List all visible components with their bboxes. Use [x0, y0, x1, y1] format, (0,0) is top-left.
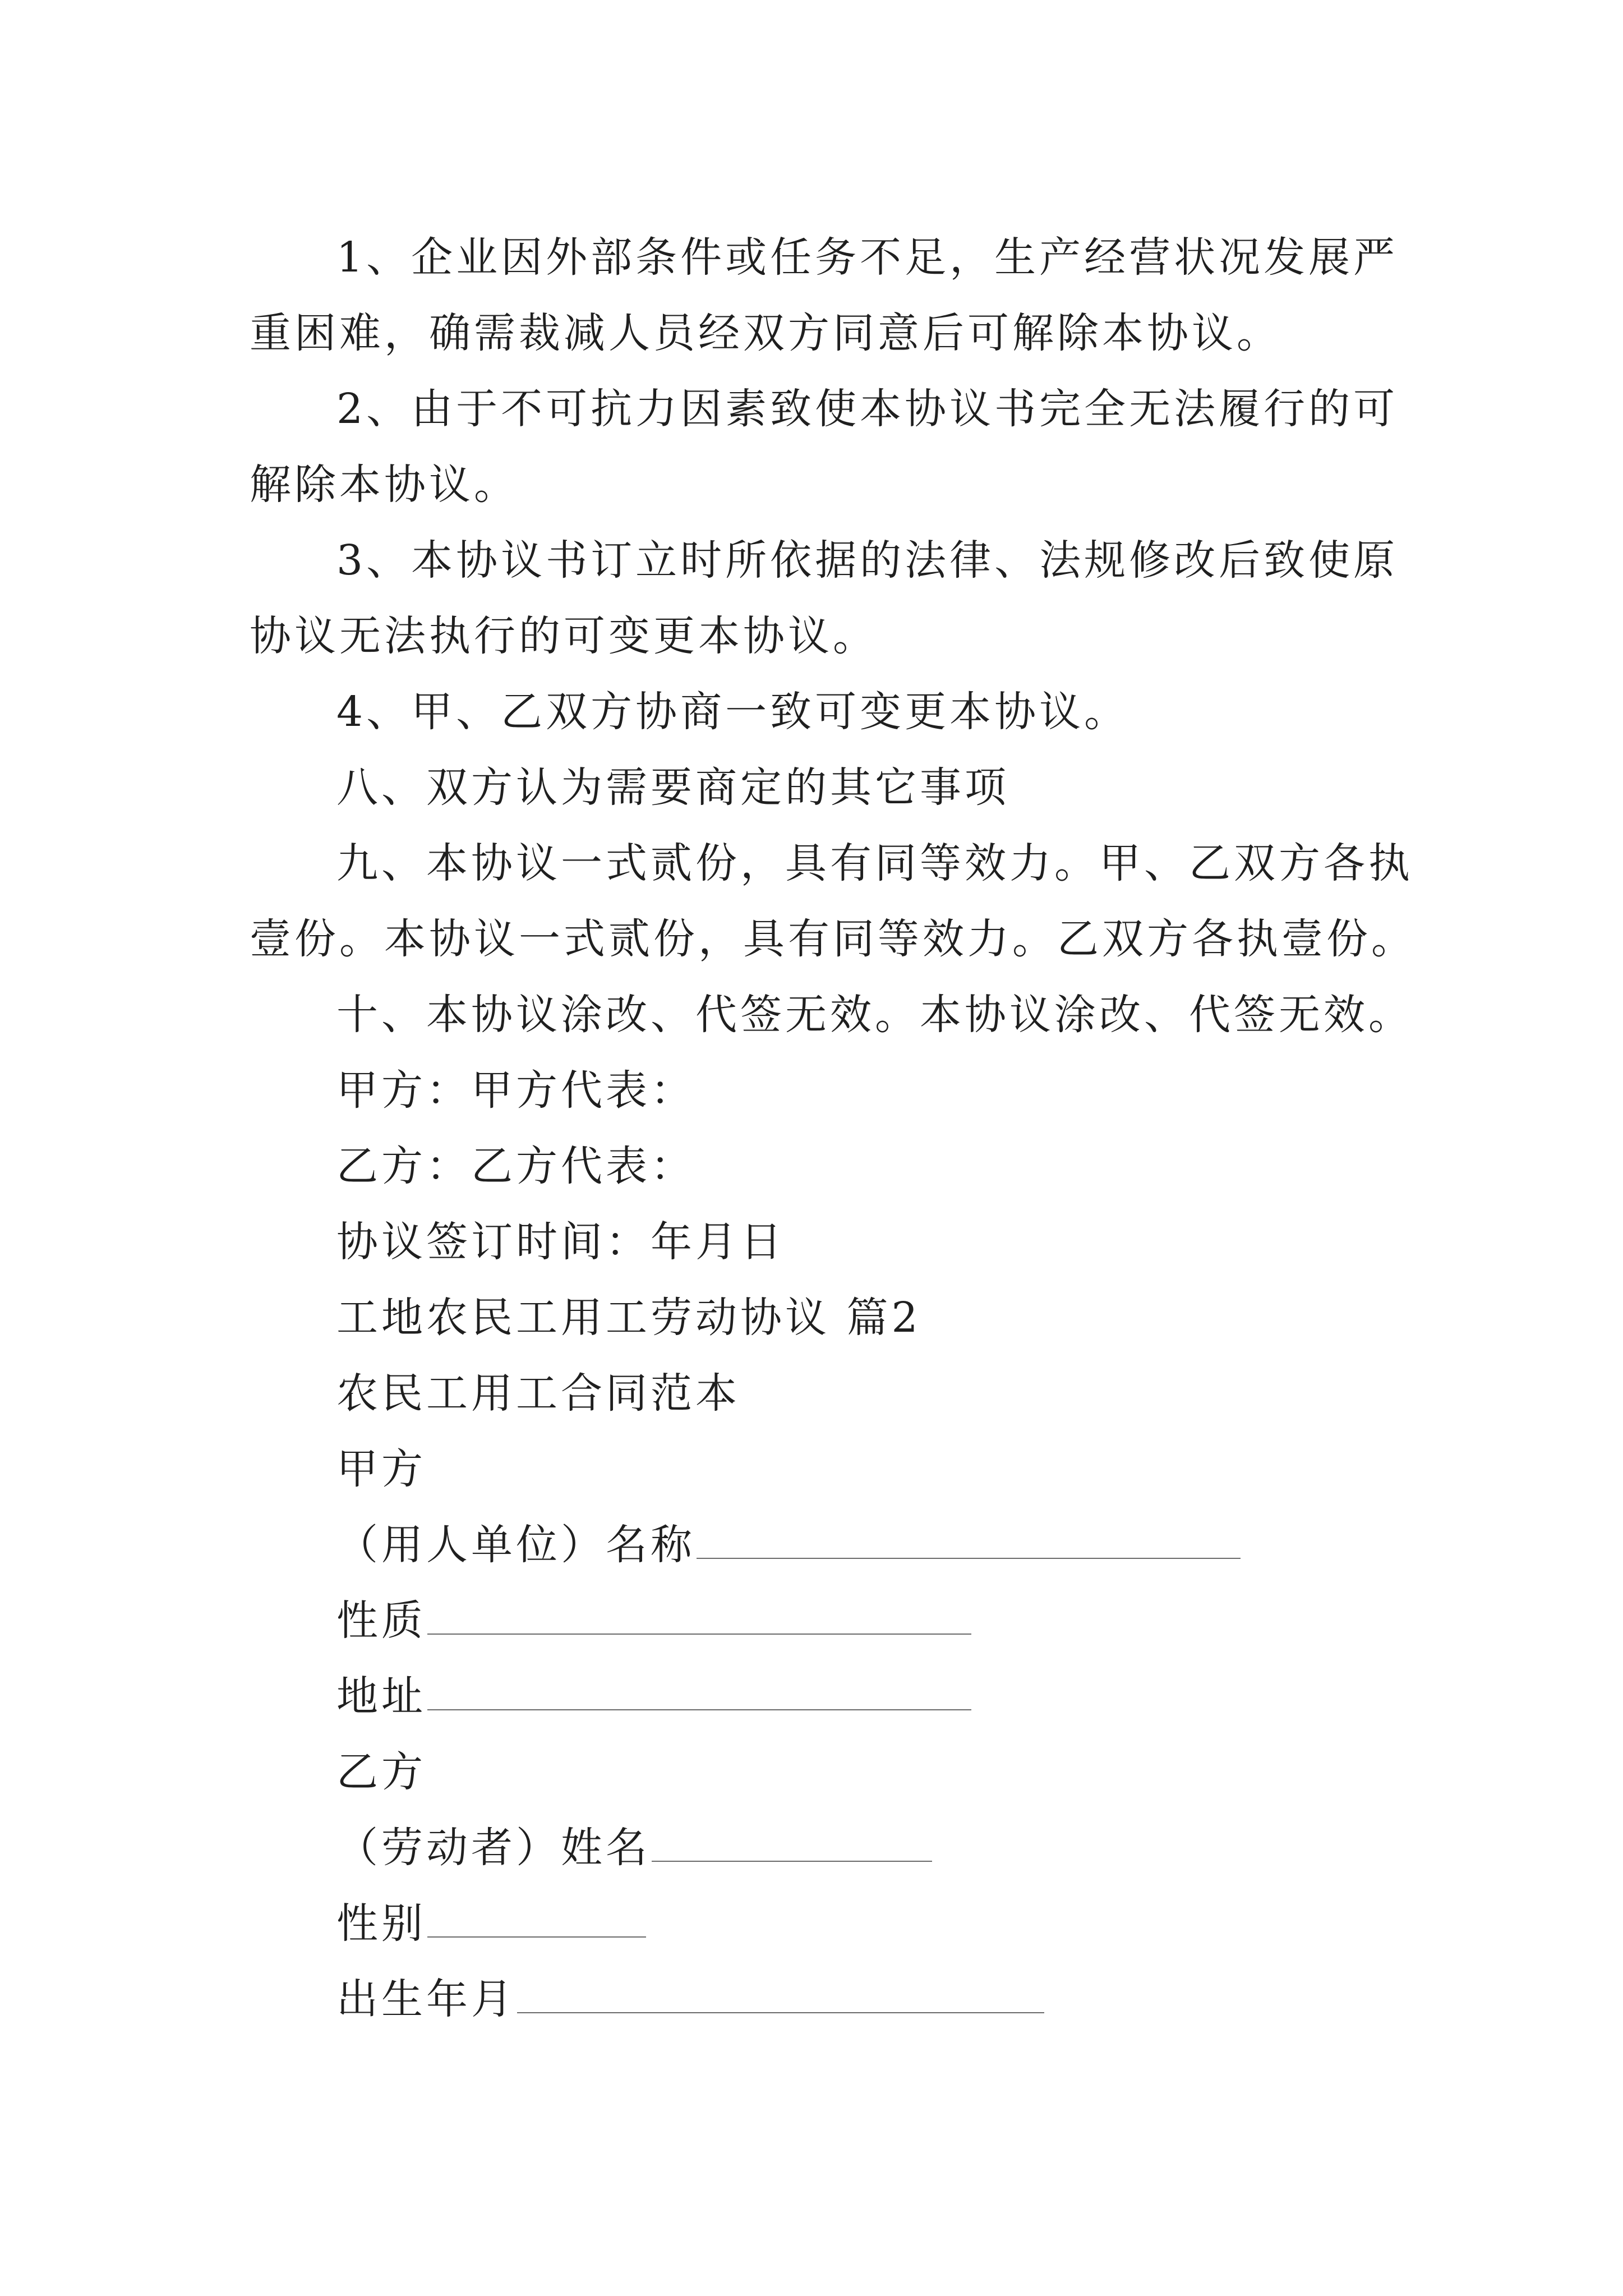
paragraph-3-line-2: 协议无法执行的可变更本协议。 [250, 612, 878, 660]
worker-gender-label-row [336, 1890, 646, 1950]
section-9-line-2: 壹份。本协议一式贰份，具有同等效力。乙双方各执壹份。 [250, 915, 1416, 963]
section-9-line-1: 九、本协议一式贰份，具有同等效力。甲、乙双方各执 [336, 839, 1413, 887]
paragraph-2-line-2: 解除本协议。 [250, 461, 519, 509]
contract-2-title-text: 工地农民工用工劳动协议 篇2 [336, 1294, 921, 1342]
contract-template-title-text: 农民工用工合同范本 [336, 1369, 740, 1418]
employer-nature-label: 性质 [336, 1596, 426, 1645]
worker-name-label-row [336, 1815, 932, 1874]
party-b-line: 乙方：乙方代表： [336, 1142, 695, 1190]
paragraph-1-line-1: 1、企业因外部条件或任务不足，生产经营状况发展严 [336, 233, 1399, 282]
party-a-heading-text: 甲方 [336, 1445, 426, 1493]
party-a-line: 甲方：甲方代表： [336, 1066, 695, 1115]
employer-nature-label-row [336, 1588, 971, 1647]
employer-address-label-row [336, 1663, 971, 1723]
paragraph-2-line-1: 2、由于不可抗力因素致使本协议书完全无法履行的可 [336, 385, 1399, 433]
employer-address-label: 地址 [336, 1672, 426, 1720]
employer-nature-blank [427, 1634, 971, 1635]
employer-name-label-row [336, 1512, 1241, 1571]
paragraph-1-line-2: 重困难，确需裁减人员经双方同意后可解除本协议。 [250, 309, 1281, 357]
paragraph-4-line-1: 4、甲、乙双方协商一致可变更本协议。 [336, 688, 1129, 736]
employer-address-blank [427, 1709, 971, 1710]
employer-name-label: （用人单位）名称 [336, 1521, 695, 1569]
worker-birthdate-label: 出生年月 [336, 1975, 516, 2023]
signing-date-text: 协议签订时间：年月日 [336, 1218, 785, 1266]
paragraph-3-line-1: 3、本协议书订立时所依据的法律、法规修改后致使原 [336, 536, 1399, 585]
worker-name-blank [652, 1861, 932, 1862]
employer-name-blank [697, 1558, 1241, 1559]
section-10-line: 十、本协议涂改、代签无效。本协议涂改、代签无效。 [336, 991, 1413, 1039]
section-8-line: 八、双方认为需要商定的其它事项 [336, 763, 1009, 812]
worker-name-label: （劳动者）姓名 [336, 1824, 651, 1872]
party-b-heading-text: 乙方 [336, 1748, 426, 1796]
worker-gender-blank [427, 1936, 646, 1938]
worker-gender-label: 性别 [336, 1899, 426, 1948]
worker-birthdate-blank [517, 2012, 1044, 2013]
worker-birthdate-label-row [336, 1966, 1044, 2026]
